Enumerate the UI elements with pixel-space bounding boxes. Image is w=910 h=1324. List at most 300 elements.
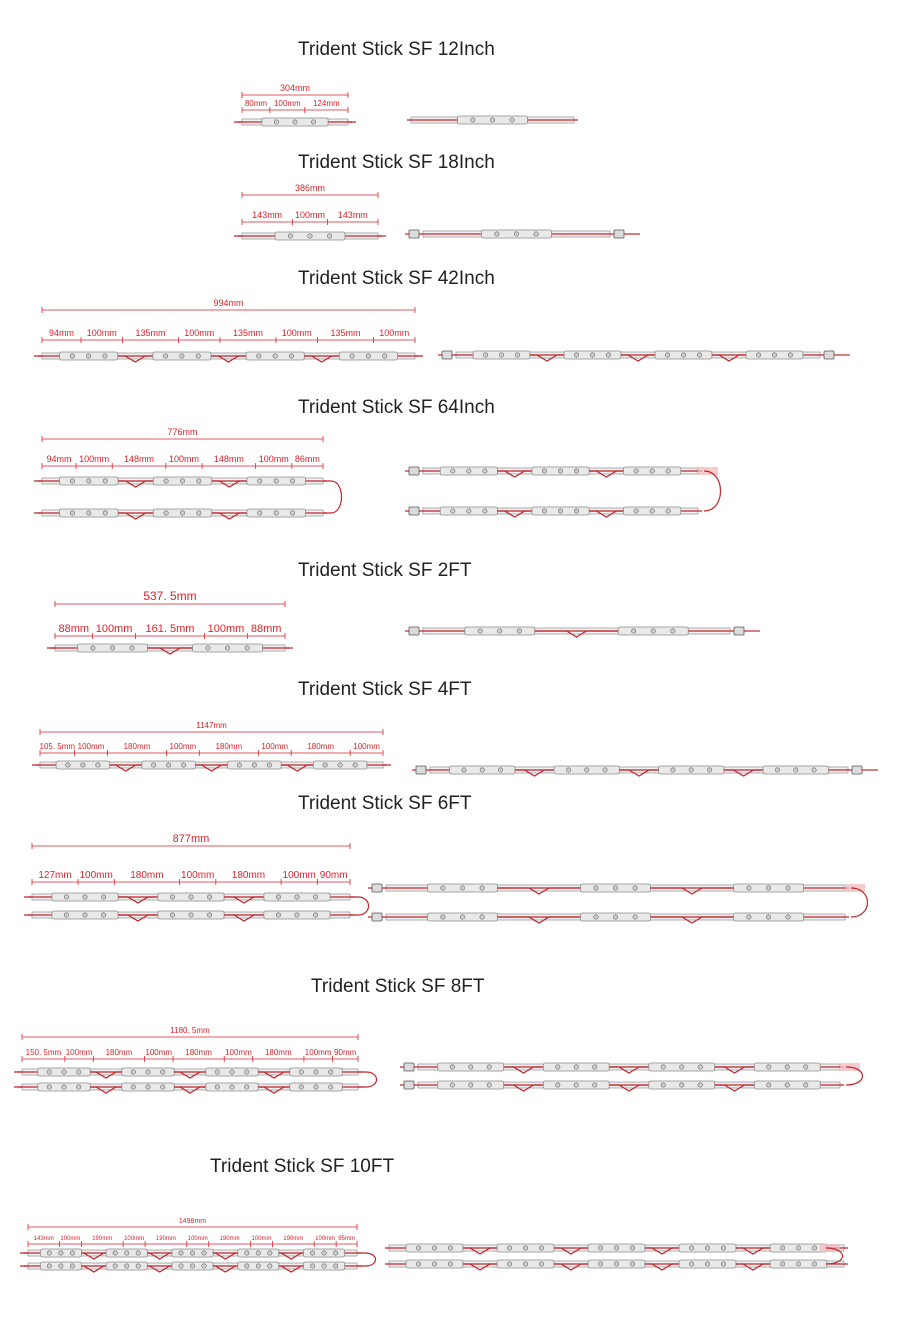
led-lens [47,1251,51,1255]
led-lens [756,353,760,357]
segment-length-label: 190mm [155,1236,176,1242]
led-lens [170,913,174,917]
led-lens [180,354,184,358]
connector-icon [824,351,834,359]
segment-length-label: 180mm [231,870,266,881]
led-lens [451,509,455,513]
led-lens [804,1065,808,1069]
led-lens [705,1246,709,1250]
segment-length-label: 143mm [252,210,283,220]
led-lens [671,768,675,772]
segment-length-label: 143mm [33,1236,54,1242]
led-lens [471,118,475,122]
led-lens [747,915,751,919]
led-lens [556,1065,560,1069]
led-lens [215,1070,219,1074]
led-lens [125,1251,129,1255]
led-lens [245,1251,249,1255]
led-lens [338,763,342,767]
led-lens [689,1262,693,1266]
led-lens [467,509,471,513]
segment-length-label: 100mm [79,870,113,881]
return-loop [704,471,721,511]
led-lens [794,768,798,772]
section-title: Trident Stick SF 12Inch [298,39,495,60]
led-lens [66,763,70,767]
led-lens [775,768,779,772]
segment-length-label: 90mm [334,1048,357,1057]
led-lens [47,1085,51,1089]
led-lens [651,629,655,633]
led-lens [131,1085,135,1089]
led-lens [634,509,638,513]
connector-icon [442,351,452,359]
led-lens [450,1065,454,1069]
led-lens [460,886,464,890]
led-lens [680,1065,684,1069]
section-sf-18inch [234,152,640,240]
led-lens [59,1251,63,1255]
led-lens [310,1251,314,1255]
led-lens [161,1070,165,1074]
led-lens [697,353,701,357]
segment-length-label: 100mm [168,454,199,464]
led-lens [721,1262,725,1266]
led-lens [460,915,464,919]
dimensioned-stick [14,1068,377,1093]
led-lens [598,1246,602,1250]
led-lens [131,1070,135,1074]
led-lens [151,763,155,767]
led-lens [293,120,297,124]
section-title: Trident Stick SF 6FT [298,793,472,814]
led-lens [613,915,617,919]
led-lens [812,768,816,772]
led-lens [290,479,294,483]
led-lens [70,354,74,358]
led-lens [103,354,107,358]
segment-length-label: 100mm [65,1048,93,1057]
led-lens [630,1262,634,1266]
led-lens [483,509,487,513]
section-title: Trident Stick SF 2FT [298,560,472,581]
led-lens [189,895,193,899]
segment-length-label: 143mm [337,210,368,220]
led-lens [245,1070,249,1074]
segment-length-label: 100mm [281,328,312,338]
led-lens [451,469,455,473]
dimensioned-stick [47,644,293,654]
led-lens [630,1246,634,1250]
led-lens [665,353,669,357]
led-lens [322,1264,326,1268]
segment-length-label: 100mm [184,328,215,338]
total-length-label: 776mm [167,427,198,437]
led-lens [780,1262,784,1266]
led-lens [103,479,107,483]
led-lens [202,1264,206,1268]
led-lens [542,469,546,473]
segment-length-label: 90mm [319,870,348,881]
section-sf-42inch [34,268,850,362]
connector-icon [409,467,419,475]
led-lens [333,1251,337,1255]
led-lens [164,511,168,515]
led-lens [598,1262,602,1266]
led-lens [290,511,294,515]
segment-length-label: 100mm [294,210,326,220]
led-lens [245,646,249,650]
connector-icon [409,230,419,238]
led-lens [62,1070,66,1074]
led-lens [796,1246,800,1250]
segment-length-label: 100mm [258,454,289,464]
led-lens [70,511,74,515]
connector-icon [372,884,382,892]
led-lens [558,509,562,513]
total-length-label: 1147mm [196,721,227,730]
led-lens [539,1262,543,1266]
led-lens [146,1070,150,1074]
led-lens [268,1251,272,1255]
return-loop [365,1253,376,1266]
led-lens [785,1083,789,1087]
return-loop [331,481,342,513]
led-lens [276,913,280,917]
led-lens [515,353,519,357]
led-lens [136,1251,140,1255]
connector-icon [404,1081,414,1089]
led-lens [705,1262,709,1266]
dimensioned-stick [20,1249,376,1272]
section-sf-12inch [234,39,578,126]
led-lens [707,768,711,772]
product-render [438,351,850,361]
led-lens [721,1246,725,1250]
led-lens [268,1264,272,1268]
led-lens [350,354,354,358]
segment-length-label: 100mm [207,623,245,635]
led-lens [469,1065,473,1069]
led-lens [256,1264,260,1268]
led-lens [487,1065,491,1069]
segment-length-label: 100mm [225,1048,252,1057]
led-lens [313,913,317,917]
led-lens [230,1070,234,1074]
led-lens [681,353,685,357]
led-lens [245,1085,249,1089]
connector-icon [614,230,624,238]
led-lens [566,768,570,772]
segment-length-label: 100mm [124,1236,145,1242]
led-lens [136,1264,140,1268]
led-lens [308,234,312,238]
segment-length-label: 148mm [124,454,155,464]
total-length-label: 1498mm [178,1218,207,1225]
led-lens [323,763,327,767]
led-lens [273,354,277,358]
led-lens [593,1083,597,1087]
led-lens [785,1065,789,1069]
led-lens [498,629,502,633]
section-title: Trident Stick SF 18Inch [298,152,495,173]
segment-length-label: 88mm [250,623,282,635]
connector-icon [416,766,426,774]
segment-length-label: 124mm [313,99,340,108]
led-lens [786,915,790,919]
segment-length-label: 190mm [283,1236,304,1242]
led-lens [780,1246,784,1250]
segment-length-label: 100mm [353,742,380,751]
product-render [412,766,878,776]
dimensioned-stick [34,352,423,362]
segment-length-label: 127mm [38,870,72,881]
led-lens [382,354,386,358]
led-lens [441,915,445,919]
led-lens [125,1264,129,1268]
led-lens [786,886,790,890]
led-lens [311,120,315,124]
total-length-label: 1180. 5mm [170,1026,210,1035]
led-lens [680,1083,684,1087]
section-title: Trident Stick SF 64Inch [298,397,495,418]
led-lens [480,768,484,772]
led-lens [310,1264,314,1268]
led-lens [190,1264,194,1268]
led-lens [215,1085,219,1089]
section-sf-64inch [34,397,721,519]
dimensioned-stick [24,893,369,921]
connector-icon [734,627,744,635]
section-title: Trident Stick SF 42Inch [298,268,495,289]
led-lens [274,120,278,124]
product-render [385,1244,848,1270]
section-sf-2ft [47,560,760,654]
led-lens [86,354,90,358]
led-lens [288,234,292,238]
product-render [400,1063,863,1091]
segment-length-label: 100mm [304,1048,332,1057]
led-lens [87,479,91,483]
led-lens [593,1065,597,1069]
led-lens [633,886,637,890]
led-lens [164,479,168,483]
led-lens [698,1083,702,1087]
segment-length-label: 190mm [92,1236,113,1242]
led-lens [804,1083,808,1087]
led-lens [207,895,211,899]
led-lens [432,1262,436,1266]
led-lens [366,354,370,358]
led-lens [113,1251,117,1255]
led-lens [47,1070,51,1074]
led-lens [594,886,598,890]
segment-length-label: 94mm [46,454,72,464]
segment-length-label: 80mm [244,99,268,108]
led-lens [245,1264,249,1268]
led-lens [206,646,210,650]
total-length-label: 994mm [213,298,244,308]
connector-icon [404,1063,414,1071]
segment-length-label: 100mm [261,742,289,751]
led-lens [87,511,91,515]
segment-length-label: 135mm [232,328,264,338]
section-sf-6ft [24,793,868,923]
dimensioned-stick [34,477,342,519]
led-lens [197,511,201,515]
led-lens [523,1246,527,1250]
led-lens [181,763,185,767]
led-lens [558,469,562,473]
led-lens [510,118,514,122]
led-lens [614,1262,618,1266]
led-lens [327,234,331,238]
segment-length-label: 100mm [77,742,105,751]
led-lens [613,886,617,890]
led-lens [299,1070,303,1074]
led-lens [322,1251,326,1255]
led-lens [62,1085,66,1089]
led-lens [480,886,484,890]
led-lens [812,1262,816,1266]
led-lens [767,1083,771,1087]
segment-length-label: 150. 5mm [25,1048,62,1057]
led-lens [671,629,675,633]
segment-length-label: 180mm [105,1048,133,1057]
led-lens [448,1262,452,1266]
led-lens [96,763,100,767]
segment-length-label: 180mm [264,1048,292,1057]
led-lens [252,763,256,767]
dimensioned-stick [32,761,391,771]
led-lens [633,915,637,919]
led-lens [70,1264,74,1268]
led-lens [146,1085,150,1089]
led-lens [483,353,487,357]
led-lens [64,895,68,899]
led-lens [490,118,494,122]
led-lens [594,915,598,919]
led-lens [432,1246,436,1250]
led-lens [295,895,299,899]
led-lens [574,1083,578,1087]
led-lens [574,509,578,513]
section-title: Trident Stick SF 8FT [311,976,485,997]
segment-length-label: 100mm [379,328,410,338]
segment-length-label: 100mm [315,1236,336,1242]
led-lens [796,1262,800,1266]
led-lens [77,1085,81,1089]
led-lens [517,629,521,633]
total-length-label: 386mm [294,183,326,193]
led-lens [450,1083,454,1087]
led-lens [179,1251,183,1255]
total-length-label: 304mm [279,83,311,93]
led-lens [478,629,482,633]
led-lens [507,1262,511,1266]
led-lens [480,915,484,919]
led-lens [574,1065,578,1069]
led-lens [170,895,174,899]
led-lens [189,913,193,917]
led-lens [574,353,578,357]
segment-length-label: 100mm [86,328,117,338]
led-lens [180,479,184,483]
led-lens [289,354,293,358]
led-lens [267,763,271,767]
section-sf-10ft [20,1156,848,1272]
segment-length-label: 88mm [58,623,90,635]
led-lens [103,511,107,515]
led-lens [314,1085,318,1089]
led-lens [650,469,654,473]
led-lens [661,1065,665,1069]
led-lens [747,886,751,890]
led-lens [666,469,670,473]
led-lens [523,1262,527,1266]
led-lens [59,1264,63,1268]
led-lens [237,763,241,767]
total-length-label: 537. 5mm [143,589,197,603]
dimensioned-stick [234,118,356,126]
led-lens [166,763,170,767]
total-length-label: 877mm [172,833,210,845]
led-lens [314,1070,318,1074]
led-lens [606,353,610,357]
led-lens [534,232,538,236]
connector-icon [409,627,419,635]
segment-length-label: 100mm [60,1236,81,1242]
led-lens [77,1070,81,1074]
led-lens [256,1251,260,1255]
segment-length-label: 180mm [130,870,164,881]
segment-length-label: 135mm [330,328,361,338]
segment-length-label: 100mm [79,454,110,464]
segment-length-label: 161. 5mm [145,623,195,635]
led-lens [333,1264,337,1268]
led-lens [91,646,95,650]
led-lens [70,479,74,483]
led-lens [70,1251,74,1255]
segment-length-label: 105. 5mm [39,742,76,751]
led-lens [299,1085,303,1089]
product-render [405,467,721,517]
segment-length-label: 100mm [273,99,301,108]
led-lens [498,768,502,772]
led-lens [295,913,299,917]
product-render [407,116,578,124]
led-lens [101,913,105,917]
led-lens [197,479,201,483]
segment-length-label: 94mm [48,328,75,338]
led-lens [81,763,85,767]
led-lens [258,479,262,483]
led-lens [225,646,229,650]
segment-length-label: 100mm [282,870,316,881]
led-lens [274,479,278,483]
segment-length-label: 135mm [135,328,166,338]
led-lens [574,469,578,473]
led-lens [556,1083,560,1087]
led-lens [274,511,278,515]
led-lens [812,1246,816,1250]
led-lens [766,915,770,919]
led-lens [603,768,607,772]
led-lens [207,913,211,917]
segment-length-label: 100mm [145,1048,173,1057]
segment-length-label: 100mm [181,870,215,881]
led-lens [788,353,792,357]
